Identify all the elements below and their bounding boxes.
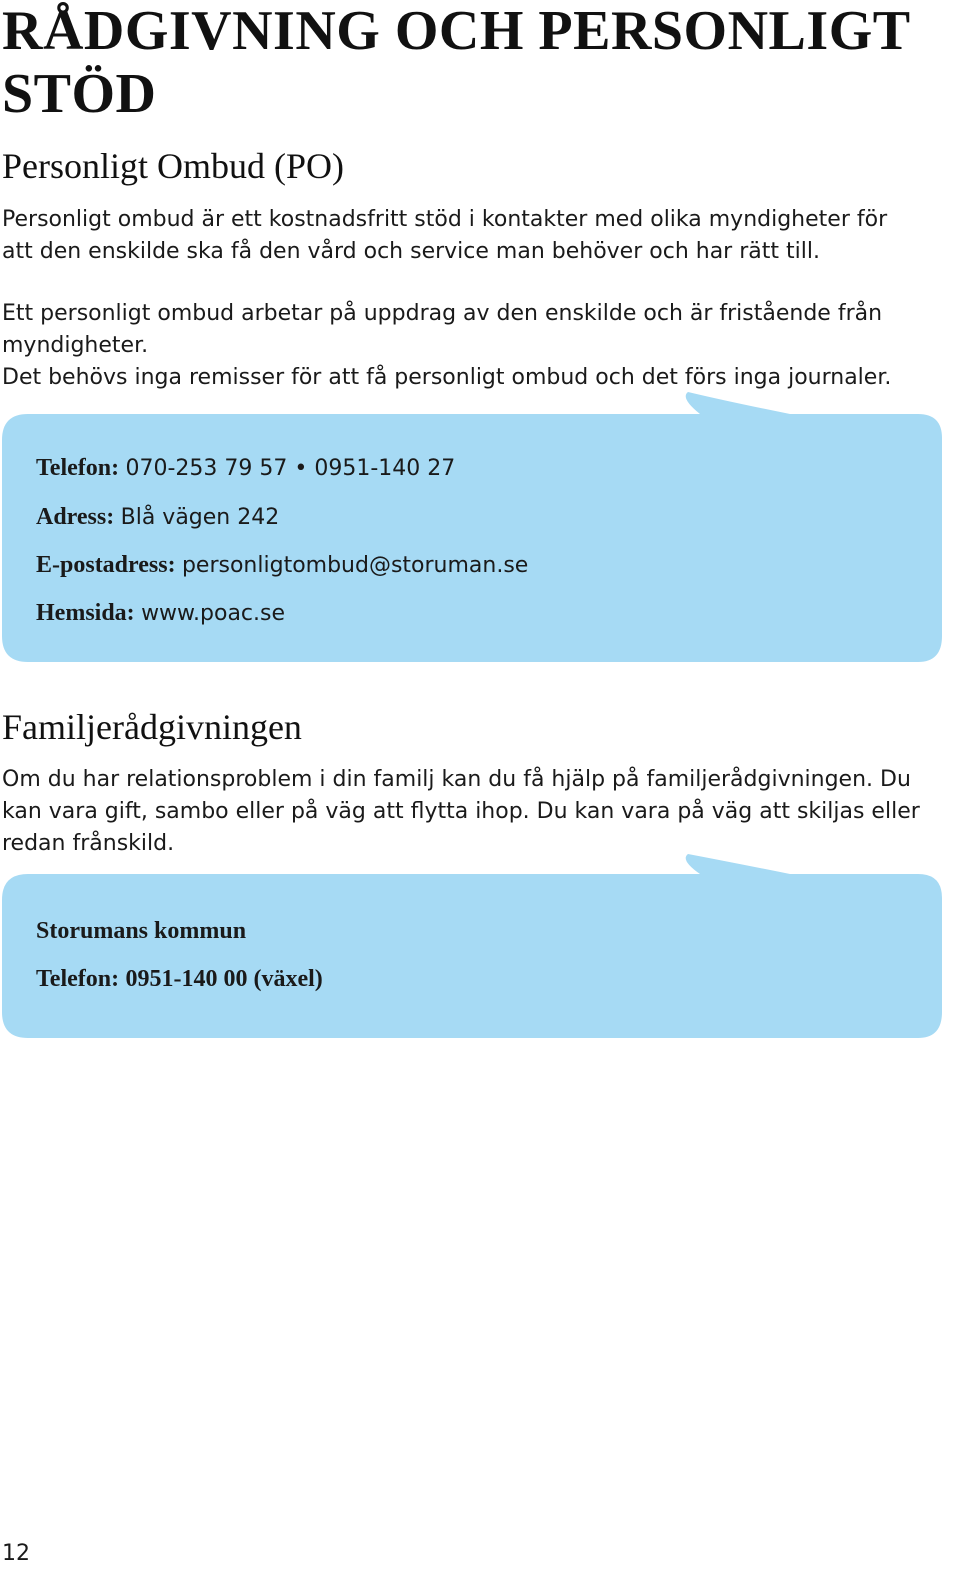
po-paragraph-1: Personligt ombud är ett kostnadsfritt stöd i kontakter med olika myndigheter för att den enskilde ska få den vård och service man behöver och har rätt till. xyxy=(2,207,888,264)
family-phone-label: Telefon: xyxy=(36,966,120,992)
page-title-text: RÅDGIVNING OCH PERSONLIGT STÖD xyxy=(2,0,910,125)
family-heading: Familjerådgivningen xyxy=(2,707,302,747)
family-organization-line xyxy=(36,915,246,946)
family-paragraph: Om du har relationsproblem i din familj kan du få hjälp på familjerådgivningen. Du kan vara gift, sambo eller på väg att flytta ihop. Du kan vara på väg att skiljas eller redan frånskild. xyxy=(2,767,920,856)
po-address-value: Blå vägen 242 xyxy=(120,505,280,530)
family-organization: Storumans kommun xyxy=(36,918,247,944)
po-address-line xyxy=(36,501,279,533)
po-email-label: E-postadress: xyxy=(36,552,176,578)
speech-bubble-shape xyxy=(0,850,946,1042)
family-phone-value: 0951-140 00 (växel) xyxy=(125,966,323,992)
po-contact-bubble xyxy=(0,390,946,666)
po-website-label: Hemsida: xyxy=(36,600,135,626)
family-phone-line xyxy=(36,963,323,994)
po-phone-line xyxy=(36,452,455,484)
po-email-link[interactable]: personligtombud@storuman.se xyxy=(181,553,529,578)
po-paragraph-3: Det behövs inga remisser för att få personligt ombud och det förs inga journaler. xyxy=(2,365,892,390)
po-website-line xyxy=(36,597,285,629)
page-number: 12 xyxy=(2,1541,30,1566)
po-address-label: Adress: xyxy=(36,504,115,530)
page-title xyxy=(2,0,960,126)
po-phone-value: 070-253 79 57 • 0951-140 27 xyxy=(125,456,456,481)
family-contact-bubble xyxy=(0,850,946,1042)
po-email-line xyxy=(36,549,528,581)
po-website-link[interactable]: www.poac.se xyxy=(141,601,286,626)
po-heading: Personligt Ombud (PO) xyxy=(2,146,344,186)
po-phone-label: Telefon: xyxy=(36,455,120,481)
speech-bubble-fill xyxy=(2,854,942,1038)
po-paragraph-2: Ett personligt ombud arbetar på uppdrag av den enskilde och är fristående från myndigheter. xyxy=(2,301,883,358)
